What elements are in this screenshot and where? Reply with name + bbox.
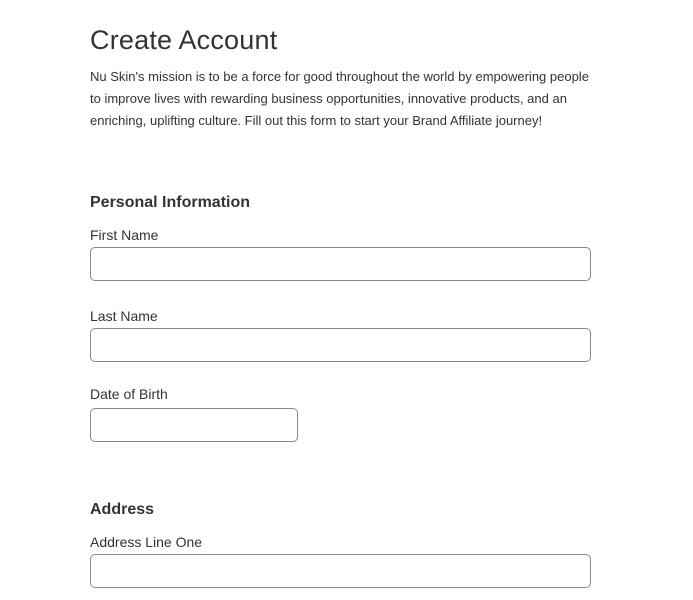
- first-name-input[interactable]: [90, 247, 591, 281]
- date-of-birth-input[interactable]: [90, 408, 298, 442]
- date-of-birth-label: Date of Birth: [90, 386, 168, 402]
- intro-text: Nu Skin's mission is to be a force for good throughout the world by empowering people to improve lives with rewarding business opportunities, innovative products, and an enriching, uplifting culture. Fill out this form to start your Brand Affiliate journey!: [90, 69, 589, 128]
- address-heading: Address: [90, 501, 155, 518]
- first-name-label: First Name: [90, 227, 159, 243]
- address-line-one-input[interactable]: [90, 554, 591, 588]
- last-name-label: Last Name: [90, 308, 158, 324]
- last-name-input[interactable]: [90, 328, 591, 362]
- address-line-one-label: Address Line One: [90, 534, 203, 550]
- personal-information-heading: Personal Information: [90, 194, 251, 211]
- page-title: Create Account: [90, 25, 278, 55]
